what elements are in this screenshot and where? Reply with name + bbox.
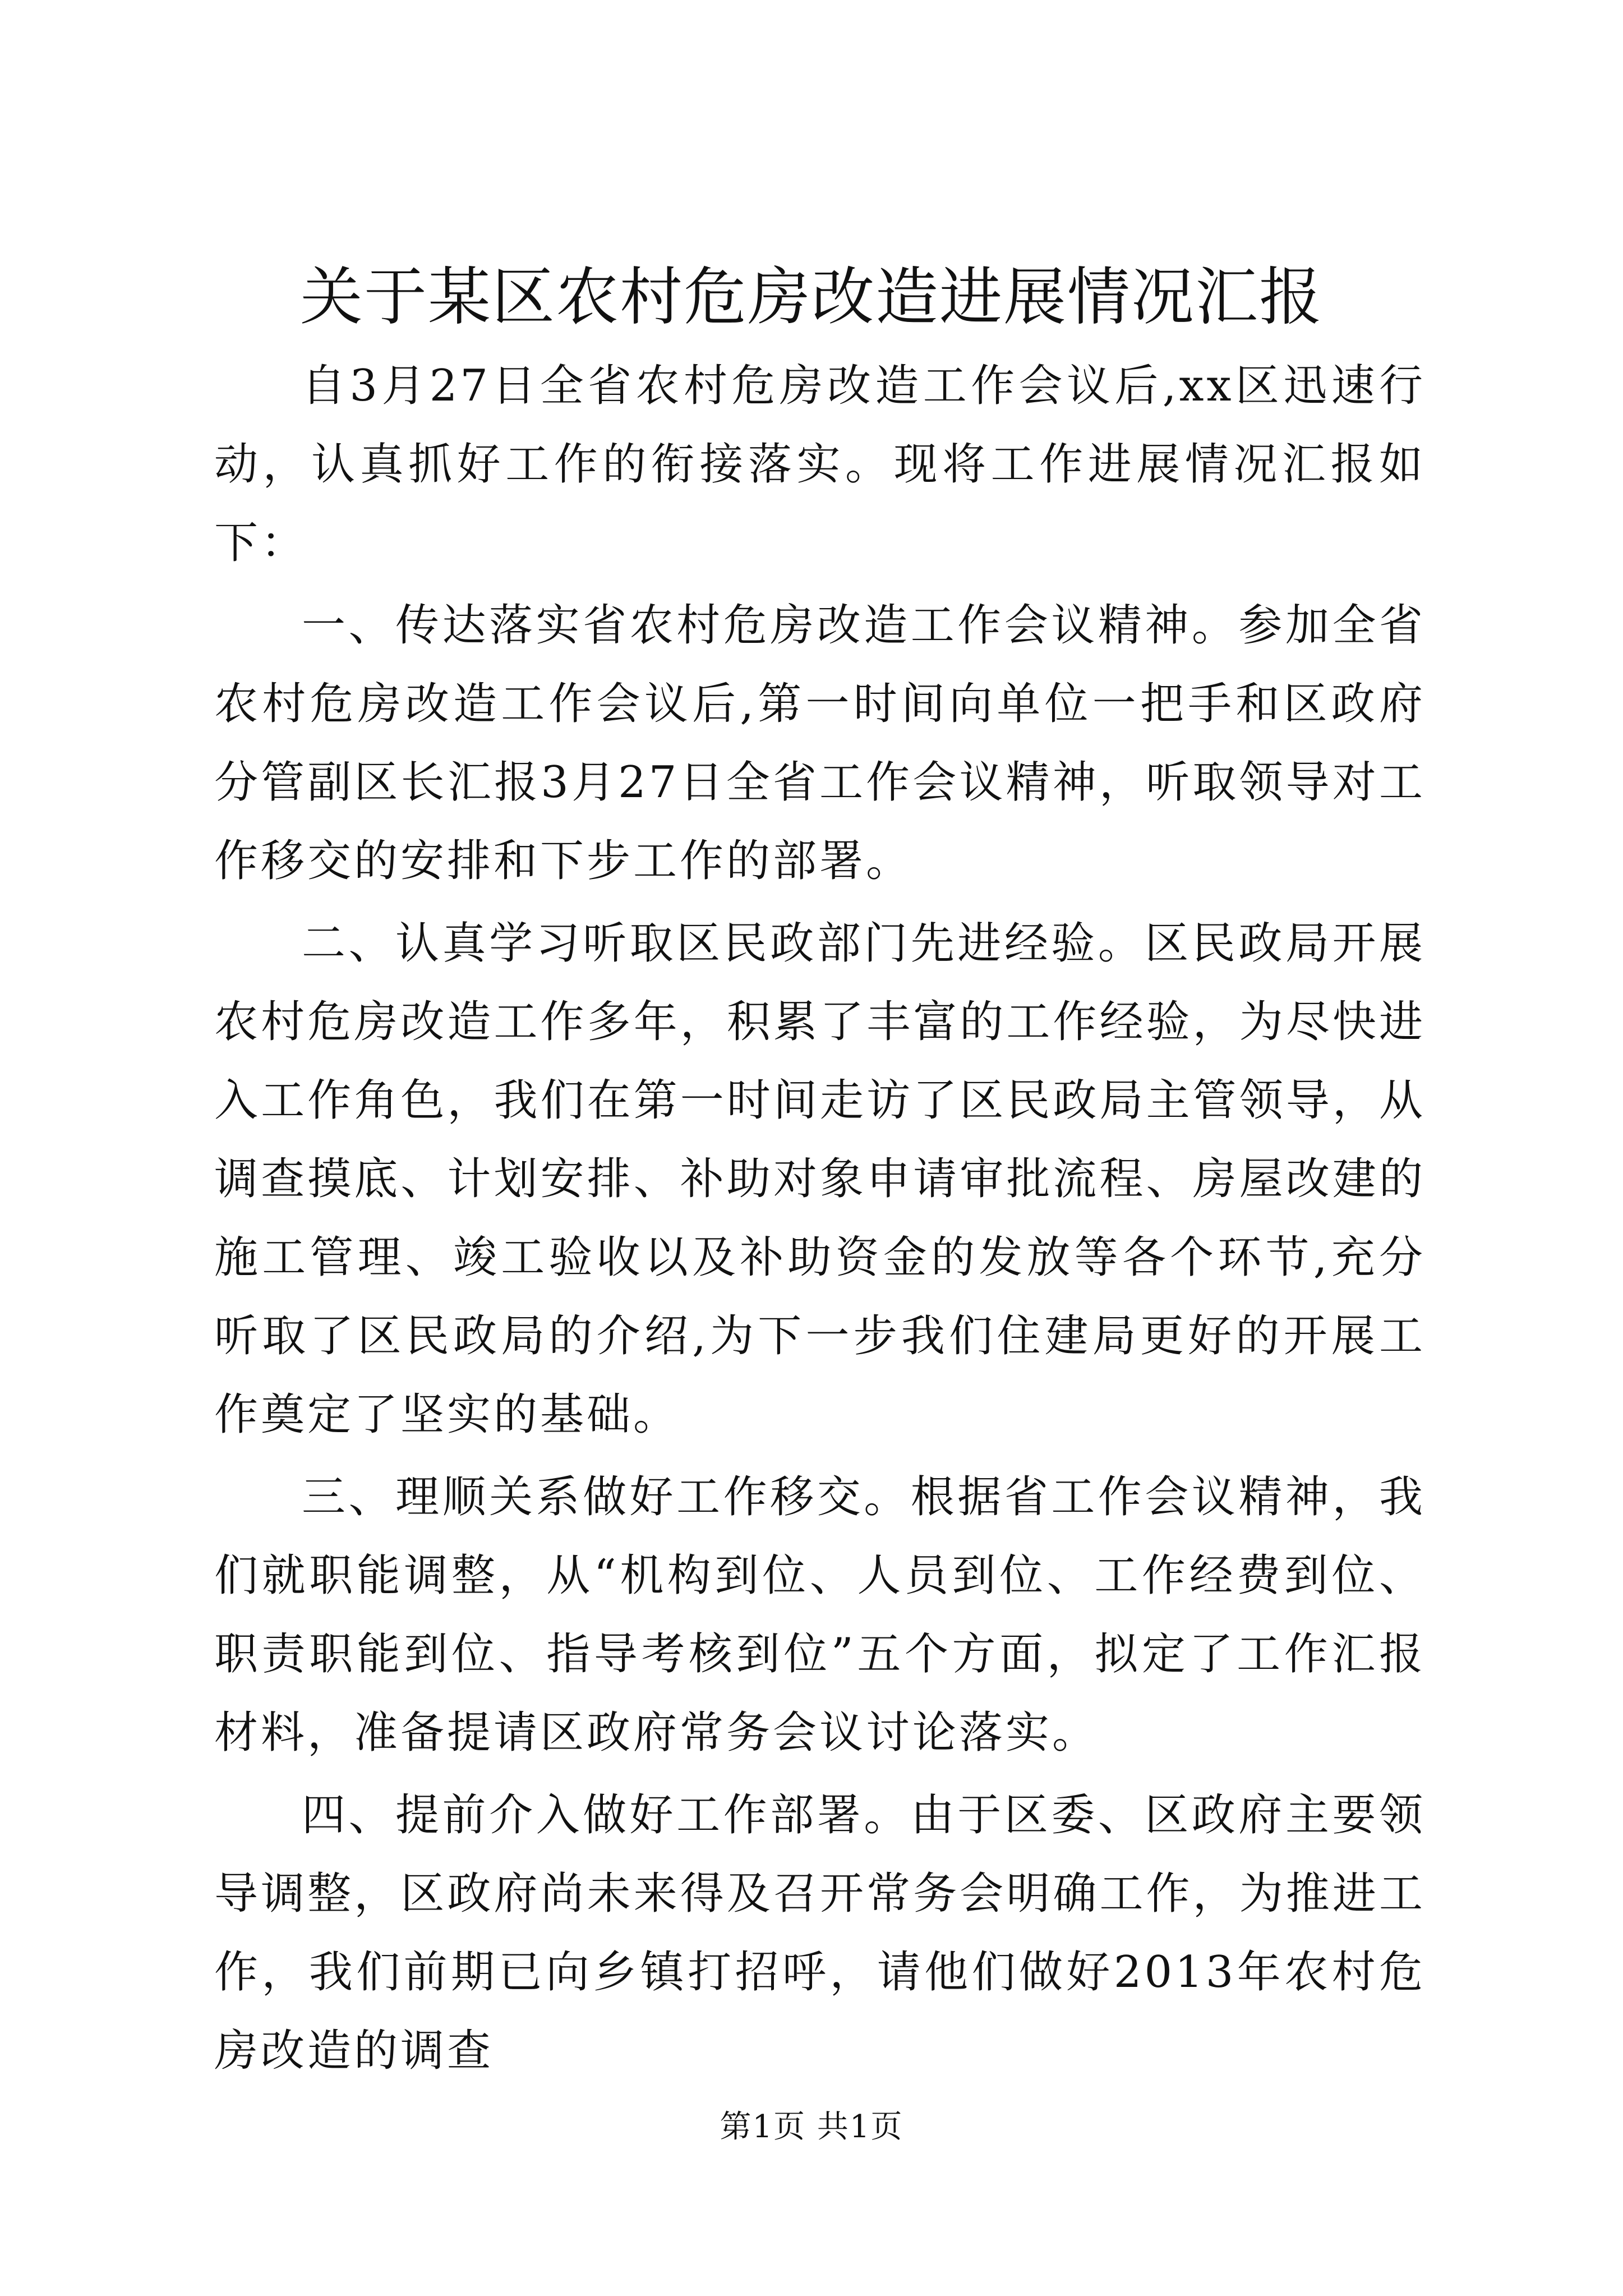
document-title: 关于某区农村危房改造进展情况汇报	[300, 261, 1323, 334]
document-body	[214, 347, 1426, 2094]
paragraph-section-1: 一、传达落实省农村危房改造工作会议精神。参加全省农村危房改造工作会议后,第一时间向单位一把手和区政府分管副区长汇报3月27日全省工作会议精神，听取领导对工作移交的安排和下步工作的部署。	[214, 600, 1426, 886]
paragraph-intro: 自3月27日全省农村危房改造工作会议后,xx区迅速行动，认真抓好工作的衔接落实。现将工作进展情况汇报如下：	[214, 361, 1426, 568]
paragraph-section-2: 二、认真学习听取区民政部门先进经验。区民政局开展农村危房改造工作多年，积累了丰富的工作经验，为尽快进入工作角色，我们在第一时间走访了区民政局主管领导，从调查摸底、计划安排、补助对象申请审批流程、房屋改建的施工管理、竣工验收以及补助资金的发放等各个环节,充分听取了区民政局的介绍,为下一步我们住建局更好的开展工作奠定了坚实的基础。	[214, 918, 1426, 1440]
page-footer: 第1页 共1页	[720, 2109, 903, 2145]
paragraph-section-3: 三、理顺关系做好工作移交。根据省工作会议精神，我们就职能调整，从“机构到位、人员到位、工作经费到位、职责职能到位、指导考核到位”五个方面，拟定了工作汇报材料，准备提请区政府常务会议讨论落实。	[214, 1472, 1426, 1758]
paragraph-section-4: 四、提前介入做好工作部署。由于区委、区政府主要领导调整，区政府尚未来得及召开常务会明确工作，为推进工作，我们前期已向乡镇打招呼，请他们做好2013年农村危房改造的调查	[214, 1790, 1426, 2076]
